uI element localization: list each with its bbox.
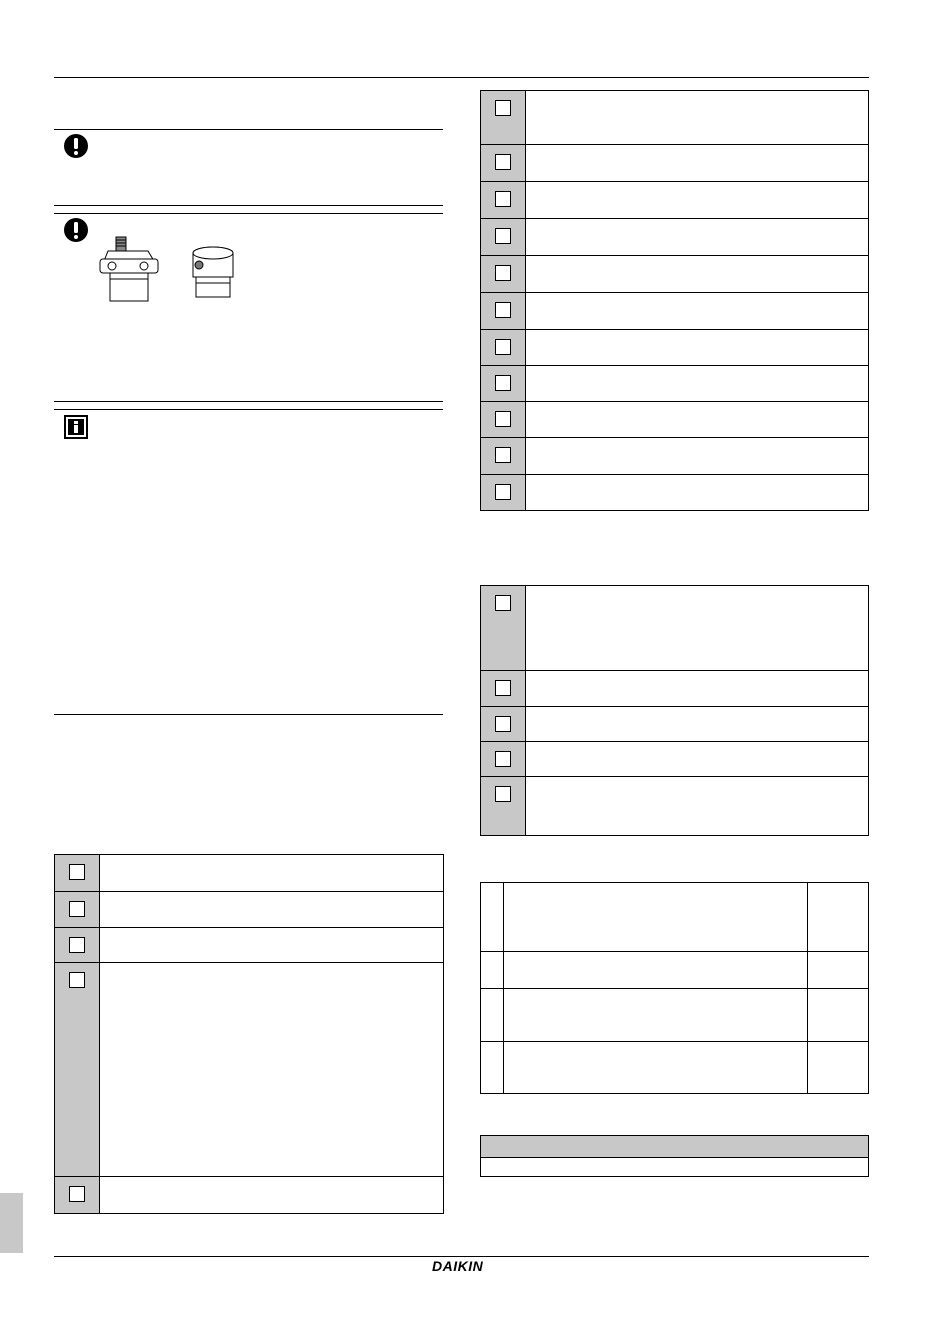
footer-rule <box>54 1256 869 1257</box>
checkbox-cell <box>481 366 526 401</box>
checklist-row <box>481 255 868 292</box>
notice-1-bottom-rule <box>54 205 443 206</box>
checkbox-cell <box>481 182 526 218</box>
checklist-row <box>481 741 868 776</box>
checklist-row <box>481 365 868 401</box>
checklist-row <box>55 891 443 927</box>
checkbox[interactable] <box>495 339 511 355</box>
checkbox-cell <box>481 219 526 255</box>
checkbox-cell <box>481 671 526 706</box>
reference-cell <box>807 1042 868 1093</box>
checklist-row <box>481 91 868 144</box>
notice-1-top-rule <box>54 129 443 130</box>
checkbox[interactable] <box>495 751 511 767</box>
checkbox-cell <box>481 438 526 474</box>
checkbox[interactable] <box>495 595 511 611</box>
checkbox-cell <box>481 91 526 144</box>
checkbox[interactable] <box>69 937 85 953</box>
checkbox-cell <box>481 293 526 329</box>
summary-row <box>481 1157 868 1176</box>
checkbox[interactable] <box>495 265 511 281</box>
checklist-row <box>481 437 868 474</box>
checkbox-cell <box>55 963 100 1176</box>
checkbox[interactable] <box>495 302 511 318</box>
checkbox[interactable] <box>495 786 511 802</box>
checklist-row <box>481 181 868 218</box>
checkbox-cell <box>481 475 526 510</box>
summary-table <box>480 1135 869 1177</box>
checkbox-cell <box>55 855 100 891</box>
exclamation-circle-icon <box>63 217 89 243</box>
checkbox-cell <box>481 586 526 670</box>
checklist-table-right-1 <box>480 90 869 511</box>
daikin-logo: DAIKIN <box>432 1258 484 1274</box>
checkbox[interactable] <box>495 680 511 696</box>
notice-2-top-rule <box>54 213 443 214</box>
index-cell <box>481 952 504 988</box>
checkbox[interactable] <box>69 972 85 988</box>
checklist-row <box>481 586 868 670</box>
checklist-row <box>481 706 868 741</box>
exclamation-circle-icon <box>63 133 89 159</box>
checkbox-cell <box>481 256 526 292</box>
checkbox[interactable] <box>495 191 511 207</box>
reference-cell <box>807 883 868 951</box>
checklist-row <box>481 401 868 437</box>
checkbox-cell <box>481 707 526 741</box>
checkbox-cell <box>481 742 526 776</box>
header-rule <box>54 77 869 78</box>
checkbox-cell <box>55 1177 100 1213</box>
function-row <box>481 883 868 951</box>
checkbox[interactable] <box>495 154 511 170</box>
checkbox[interactable] <box>495 100 511 116</box>
checkbox[interactable] <box>69 901 85 917</box>
checklist-row <box>481 776 868 835</box>
checklist-row <box>55 927 443 962</box>
notice-2-bottom-rule <box>54 401 443 402</box>
checklist-row <box>481 144 868 181</box>
function-row <box>481 951 868 988</box>
checkbox-cell <box>55 892 100 927</box>
checkbox[interactable] <box>495 228 511 244</box>
info-top-rule <box>54 409 443 410</box>
checkbox[interactable] <box>495 484 511 500</box>
checklist-row <box>55 855 443 891</box>
info-icon <box>63 414 89 440</box>
reference-cell <box>807 989 868 1041</box>
checklist-row <box>481 218 868 255</box>
checkbox-cell <box>481 330 526 365</box>
reference-cell <box>807 952 868 988</box>
checklist-row <box>481 670 868 706</box>
checkbox-cell <box>481 777 526 835</box>
checkbox[interactable] <box>69 864 85 880</box>
air-purge-valve-illustration <box>98 235 168 305</box>
checkbox-cell <box>481 402 526 437</box>
function-row <box>481 988 868 1041</box>
function-table <box>480 882 869 1094</box>
checkbox[interactable] <box>495 447 511 463</box>
checkbox-cell <box>55 928 100 962</box>
checklist-row <box>481 292 868 329</box>
checklist-row <box>481 474 868 510</box>
info-bottom-rule <box>54 714 443 715</box>
checkbox[interactable] <box>495 716 511 732</box>
function-row <box>481 1041 868 1093</box>
chapter-side-tab <box>0 1193 23 1253</box>
checkbox[interactable] <box>495 411 511 427</box>
checkbox[interactable] <box>69 1186 85 1202</box>
checklist-row <box>55 1176 443 1213</box>
checklist-table-right-2 <box>480 585 869 836</box>
summary-header-row <box>481 1136 868 1157</box>
checkbox-cell <box>481 145 526 181</box>
index-cell <box>481 883 504 951</box>
index-cell <box>481 989 504 1041</box>
checklist-row <box>481 329 868 365</box>
checklist-table-left <box>54 854 444 1214</box>
automatic-air-vent-illustration <box>188 245 238 305</box>
index-cell <box>481 1042 504 1093</box>
checklist-row <box>55 962 443 1176</box>
checkbox[interactable] <box>495 375 511 391</box>
